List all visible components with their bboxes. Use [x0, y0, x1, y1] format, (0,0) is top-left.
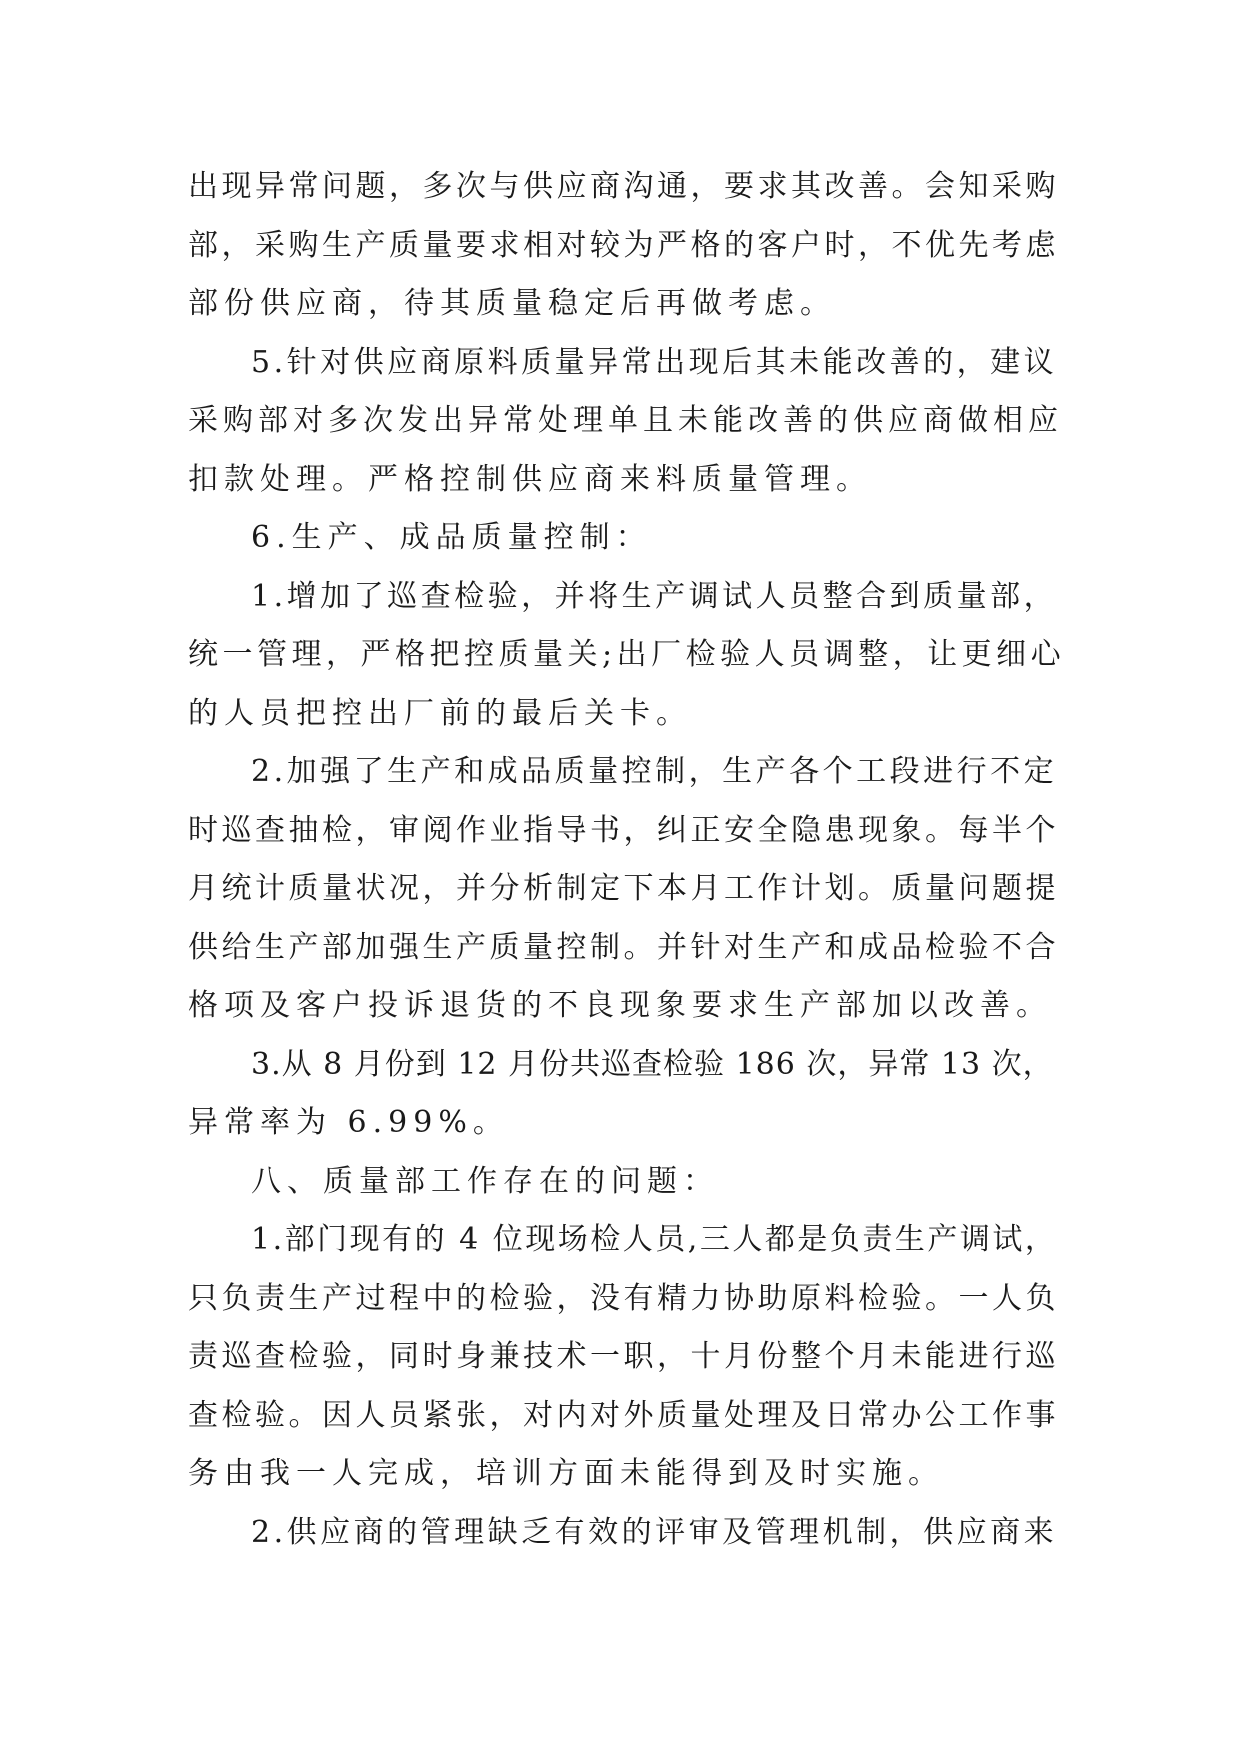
text-line: 2.供应商的管理缺乏有效的评审及管理机制，供应商来 [251, 1514, 1058, 1550]
text-line: 扣款处理。严格控制供应商来料质量管理。 [188, 461, 872, 497]
text-line: 异常率为 6.99%。 [188, 1105, 509, 1140]
text-line: 出现异常问题，多次与供应商沟通，要求其改善。会知采购 [188, 169, 1059, 204]
text-line: 时巡查抽检，审阅作业指导书，纠正安全隐患现象。每半个 [188, 812, 1059, 848]
text-line: 2.加强了生产和成品质量控制，生产各个工段进行不定 [251, 754, 1058, 789]
text-line: 6.生产、成品质量控制： [251, 520, 652, 555]
text-line: 查检验。因人员紧张，对内对外质量处理及日常办公工作事 [188, 1397, 1059, 1433]
text-line: 1.部门现有的 4 位现场检人员,三人都是负责生产调试， [251, 1222, 1058, 1257]
text-line: 统一管理，严格把控质量关;出厂检验人员调整，让更细心 [188, 637, 1066, 672]
text-line: 部，采购生产质量要求相对较为严格的客户时，不优先考虑 [188, 227, 1059, 263]
body-text [188, 158, 1068, 1562]
text-line: 格项及客户投诉退货的不良现象要求生产部加以改善。 [188, 988, 1052, 1023]
text-line: 月统计质量状况，并分析制定下本月工作计划。质量问题提 [188, 871, 1059, 906]
text-line: 采购部对多次发出异常处理单且未能改善的供应商做相应 [188, 403, 1063, 438]
text-line: 部份供应商，待其质量稳定后再做考虑。 [188, 286, 836, 321]
text-line: 1.增加了巡查检验，并将生产调试人员整合到质量部， [251, 578, 1058, 614]
text-line: 的人员把控出厂前的最后关卡。 [188, 695, 692, 731]
text-line: 5.针对供应商原料质量异常出现后其未能改善的，建议 [251, 344, 1058, 380]
text-line: 八、质量部工作存在的问题： [251, 1163, 719, 1199]
text-line: 供给生产部加强生产质量控制。并针对生产和成品检验不合 [188, 929, 1059, 965]
text-line: 只负责生产过程中的检验，没有精力协助原料检验。一人负 [188, 1280, 1059, 1316]
text-line: 责巡查检验，同时身兼技术一职，十月份整个月未能进行巡 [188, 1339, 1059, 1374]
text-line: 3.从 8 月份到 12 月份共巡查检验 186 次，异常 13 次， [251, 1046, 1054, 1082]
text-line: 务由我一人完成，培训方面未能得到及时实施。 [188, 1456, 944, 1491]
